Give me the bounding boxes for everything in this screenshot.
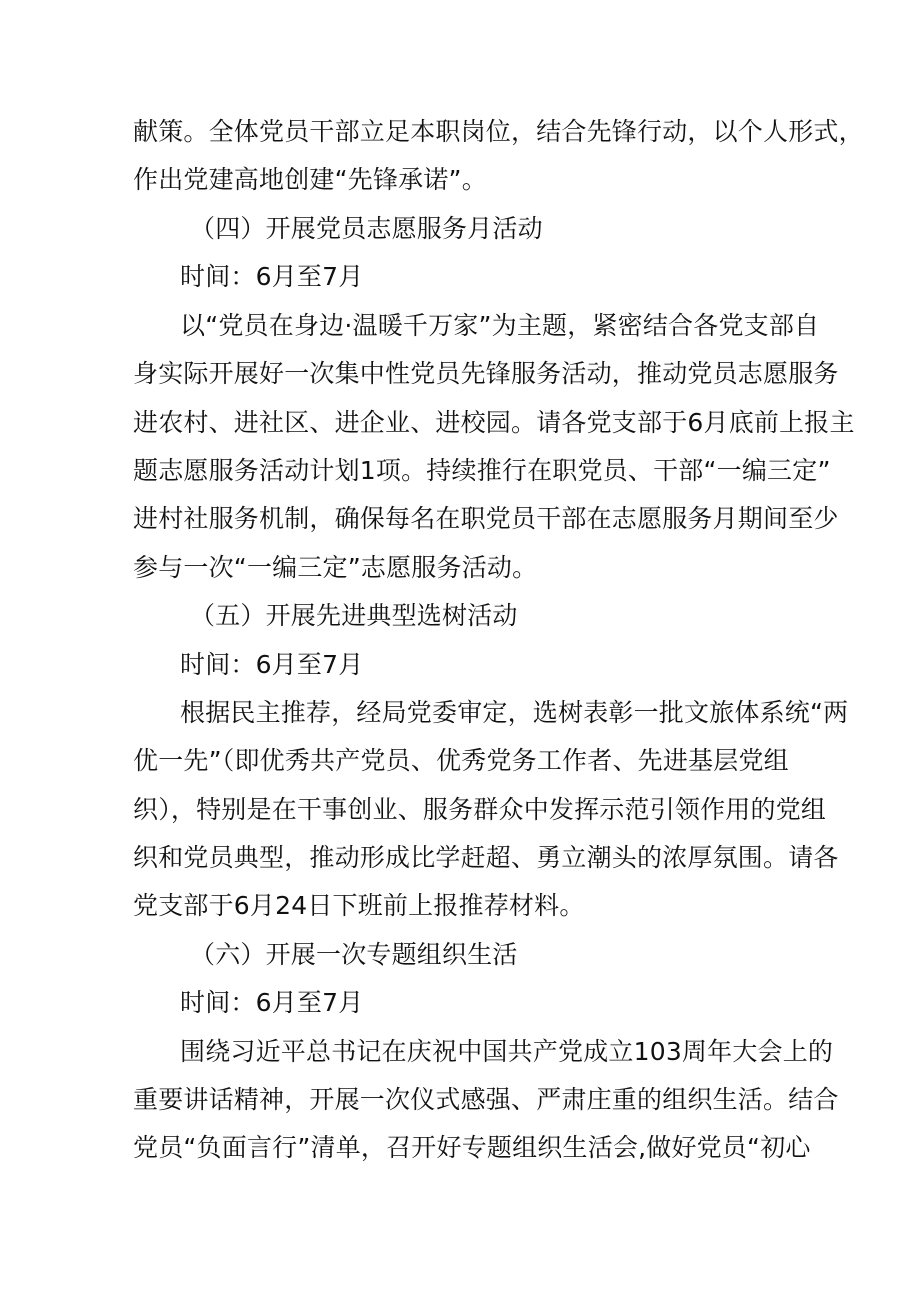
section-heading-4: （四）开展党员志愿服务月活动 (190, 214, 543, 243)
paragraph-line: 身实际开展好一次集中性党员先锋服务活动，推动党员志愿服务 (133, 359, 839, 388)
paragraph-line: 织），特别是在干事创业、服务群众中发挥示范引领作用的党组 (133, 795, 827, 824)
section-time-6: 时间：6月至7月 (180, 988, 364, 1017)
paragraph-line: 参与一次“一编三定”志愿服务活动。 (133, 553, 538, 582)
paragraph-line: 献策。全体党员干部立足本职岗位，结合先锋行动，以个人形式， (133, 117, 864, 146)
paragraph-line: 优一先”（即优秀共产党员、优秀党务工作者、先进基层党组 (133, 746, 789, 775)
paragraph-line: 重要讲话精神，开展一次仪式感强、严肃庄重的组织生活。结合 (133, 1085, 839, 1114)
paragraph-line: 以“党员在身边·温暖千万家”为主题，紧密结合各党支部自 (180, 311, 820, 340)
paragraph-line: 进农村、进社区、进企业、进校园。请各党支部于6月底前上报主 (133, 408, 855, 437)
paragraph-line: 围绕习近平总书记在庆祝中国共产党成立103周年大会上的 (180, 1037, 834, 1066)
paragraph-line: 作出党建高地创建“先锋承诺”。 (133, 165, 487, 194)
section-heading-5: （五）开展先进典型选树活动 (190, 601, 518, 630)
paragraph-line: 织和党员典型，推动形成比学赶超、勇立潮头的浓厚氛围。请各 (133, 843, 839, 872)
section-time-4: 时间：6月至7月 (180, 262, 364, 291)
paragraph-line: 党员“负面言行”清单，召开好专题组织生活会,做好党员“初心 (133, 1133, 811, 1162)
section-heading-6: （六）开展一次专题组织生活 (190, 940, 518, 969)
paragraph-line: 党支部于6月24日下班前上报推荐材料。 (133, 891, 585, 920)
paragraph-line: 题志愿服务活动计划1项。持续推行在职党员、干部“一编三定” (133, 456, 831, 485)
paragraph-line: 进村社服务机制，确保每名在职党员干部在志愿服务月期间至少 (133, 504, 839, 533)
section-time-5: 时间：6月至7月 (180, 650, 364, 679)
paragraph-line: 根据民主推荐，经局党委审定，选树表彰一批文旅体系统“两 (180, 698, 849, 727)
